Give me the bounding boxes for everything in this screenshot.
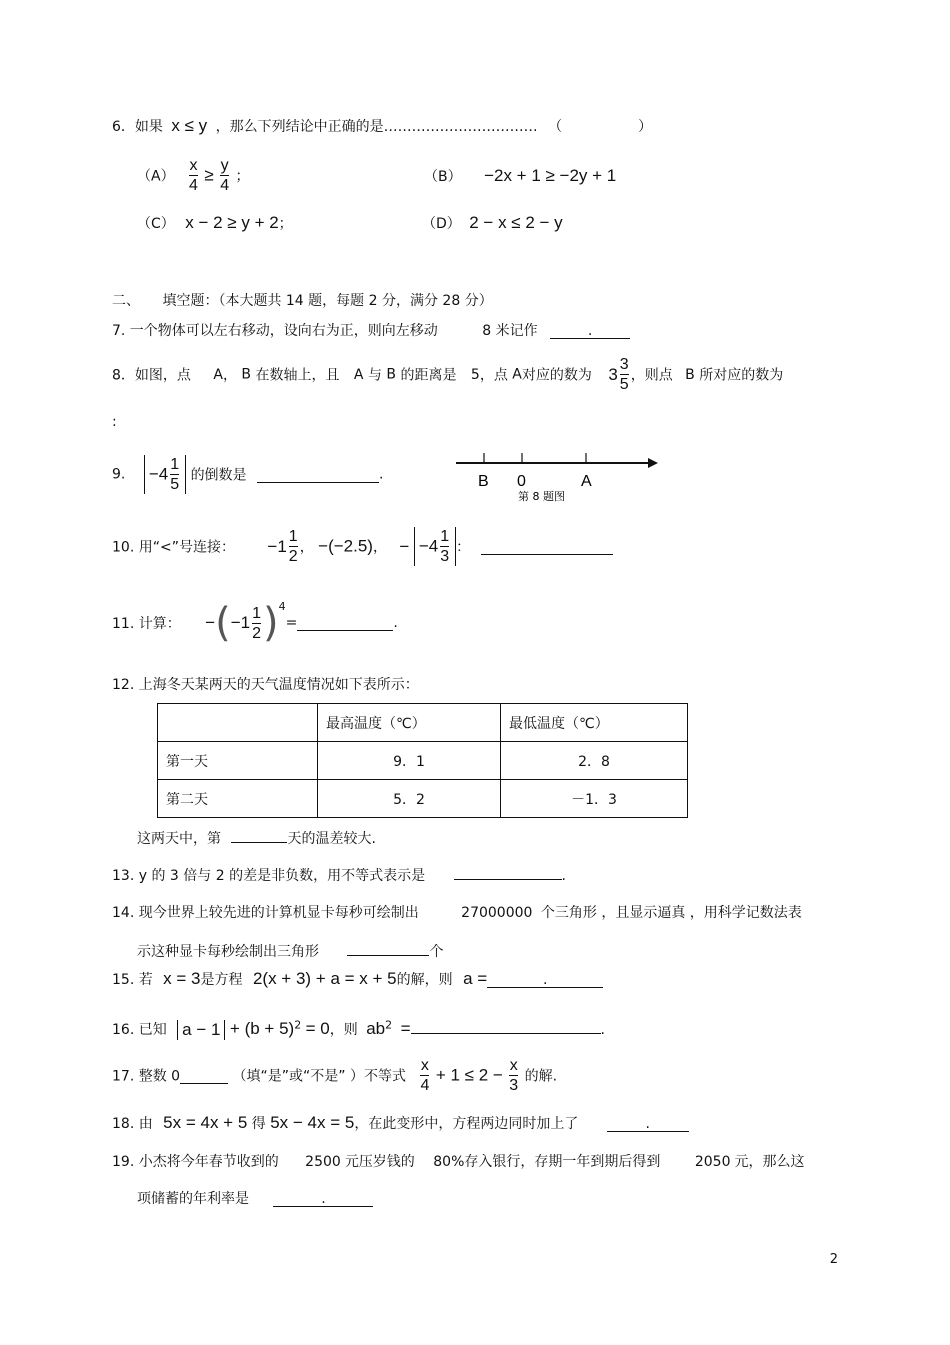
q6-option-d: （D） 2 − x ≤ 2 − y xyxy=(422,213,563,232)
q7: 7. 一个物体可以左右移动，设向右为正，则向左移动 8 米记作 . xyxy=(112,320,630,340)
answer-blank[interactable]: . xyxy=(550,323,630,339)
q6-condition: x ≤ y xyxy=(171,116,208,135)
table-row: 第二天 5．2 －1．3 xyxy=(158,780,688,818)
fraction: $\frac{3}{5}$ xyxy=(619,356,629,393)
q14: 14. 现今世界上较先进的计算机显卡每秒可绘制出 27000000 个三角形 ，且显示逼真 ，用科学记数法表 xyxy=(112,905,802,921)
left-paren: ( xyxy=(215,600,231,646)
answer-blank[interactable] xyxy=(231,827,287,843)
q6-option-a: （A） $\frac{x}{4}$ ≥ $\frac{y}{4}$ ； xyxy=(137,157,250,194)
q6-option-b: （B） −2x + 1 ≥ −2y + 1 xyxy=(424,166,617,185)
fraction: $\frac{1}{2}$ xyxy=(252,604,262,642)
q8-tail: : xyxy=(112,414,117,430)
answer-blank[interactable]: . xyxy=(487,972,603,988)
q12-stem: 12. 上海冬天某两天的天气温度情况如下表所示： xyxy=(112,677,419,693)
absolute-value: a − 1 xyxy=(177,1020,225,1040)
fraction: $\frac{x}{4}$ xyxy=(420,1057,430,1094)
q11: 11. 计算： −(−1 $\frac{1}{2}$ )$^4$= . xyxy=(112,600,398,646)
answer-blank[interactable] xyxy=(347,940,429,956)
q10: 10. 用“<”号连接： −1 $\frac{1}{2}$ ， −(−2.5)， − −4 $\frac{1}{3}$ ： xyxy=(112,527,613,566)
absolute-value: −4 $\frac{1}{5}$ xyxy=(144,455,186,494)
answer-blank[interactable] xyxy=(481,539,613,555)
q9: 9. −4 $\frac{1}{5}$ 的倒数是 . xyxy=(112,456,384,493)
table-row: 第一天 9．1 2．8 xyxy=(158,742,688,780)
q18: 18. 由 5x = 4x + 5 得 5x − 4x = 5，在此变形中，方程两边同时加上了 . xyxy=(112,1113,689,1133)
answer-blank[interactable] xyxy=(257,467,379,483)
q19: 19. 小杰将今年春节收到的 2500 元压岁钱的 80%存入银行，存期一年到期后得到 2050 元，那么这 xyxy=(112,1154,805,1170)
number-line-figure xyxy=(450,446,670,510)
q13: 13. y 的 3 倍与 2 的差是非负数，用不等式表示是 . xyxy=(112,864,566,885)
q17: 17. 整数 0 （填“是”或“不是” ）不等式 $\frac{x}{4}$ + 1 ≤ 2 − $\frac{x}{3}$ 的解. xyxy=(112,1057,558,1094)
right-paren: ) xyxy=(263,600,279,646)
q8: 8．如图，点 A， B 在数轴上，且 A 与 B 的距离是 5，点 A对应的数为 3 $\frac{3}{5}$ ，则点 B 所对应的数为 xyxy=(112,356,784,393)
fraction: $\frac{x}{4}$ xyxy=(189,157,198,194)
answer-blank[interactable] xyxy=(411,1018,601,1034)
label-zero: 0 xyxy=(517,473,526,490)
fraction: $\frac{x}{3}$ xyxy=(509,1057,519,1094)
q14-cont: 示这种显卡每秒绘制出三角形 个 xyxy=(137,940,443,961)
q12-question: 这两天中，第 天的温差较大. xyxy=(137,827,376,848)
q16: 16. 已知 $a - 1 + (b + 5)^2 = 0$，则 $ab^2$ = . xyxy=(112,1018,605,1039)
page-number: 2 xyxy=(829,1252,838,1267)
temperature-table xyxy=(157,703,688,818)
q19-cont: 项储蓄的年利率是 . xyxy=(137,1188,373,1208)
q6-stem: 6．如果 x ≤ y ，那么下列结论中正确的是…………………………… （ ） xyxy=(112,116,653,135)
fraction: $\frac{1}{5}$ xyxy=(170,456,180,493)
fraction: $\frac{y}{4}$ xyxy=(220,157,230,194)
table-header-row: 最高温度（℃） 最低温度（℃） xyxy=(158,704,688,742)
fraction: $\frac{1}{2}$ xyxy=(288,528,298,565)
answer-blank[interactable] xyxy=(180,1068,228,1084)
label-a: A xyxy=(581,473,592,490)
answer-blank[interactable] xyxy=(454,864,562,880)
q15: 15. 若 x = 3是方程 2(x + 3) + a = x + 5的解，则 a = . xyxy=(112,969,603,989)
absolute-value: −4 $\frac{1}{3}$ xyxy=(414,527,456,566)
q6-option-c: （C） x − 2 ≥ y + 2； xyxy=(137,213,293,232)
arrow-right-icon xyxy=(648,458,658,468)
fraction: $\frac{1}{3}$ xyxy=(440,528,450,565)
figure-caption: 第 8 题图 xyxy=(518,490,565,503)
answer-blank[interactable] xyxy=(297,615,393,631)
section-heading: 二、 填空题：（本大题共 14 题，每题 2 分，满分 28 分） xyxy=(112,293,493,309)
answer-blank[interactable]: . xyxy=(273,1191,373,1207)
answer-blank[interactable]: . xyxy=(607,1116,689,1132)
label-b: B xyxy=(478,473,489,490)
